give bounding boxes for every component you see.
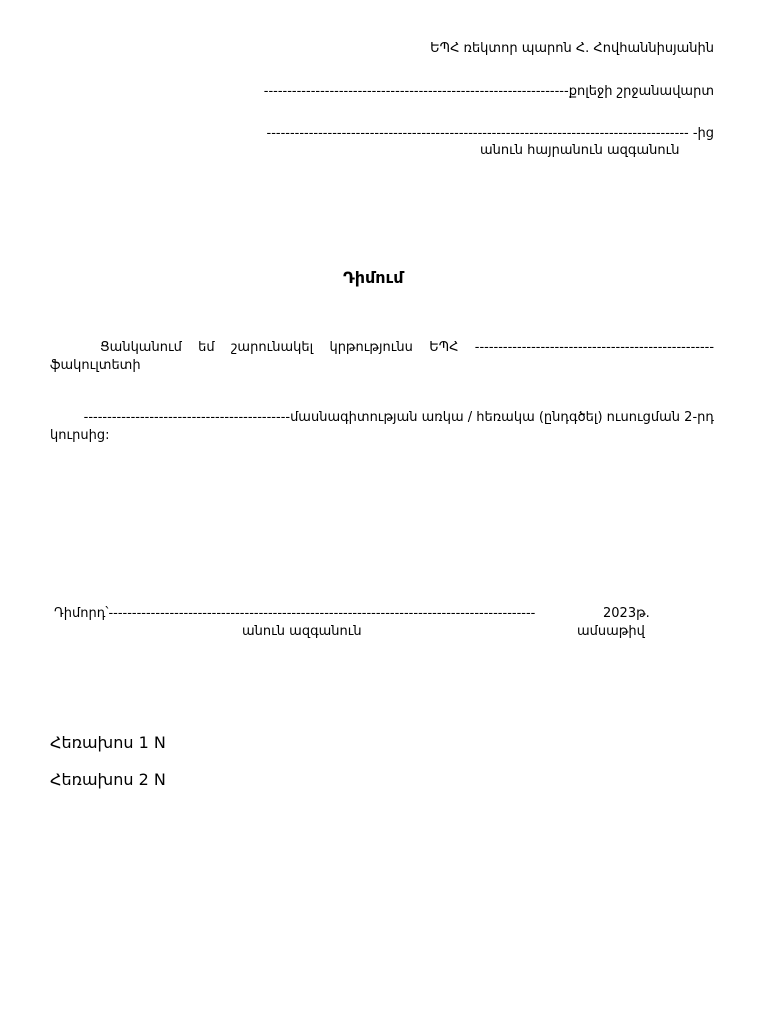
signature-date-caption: ամսաթիվ — [577, 624, 645, 639]
faculty-blank: --------------------------------------------------- — [474, 340, 715, 355]
paragraph-word: Ցանկանում — [100, 340, 182, 355]
paragraph-word: կրթությունս — [329, 340, 413, 355]
specialty-line: --------------------------------------------մասնագիտության առկա / հեռակա (ընդգծել) ուսուցման 2-րդ — [83, 410, 714, 425]
phone-2-label: Հեռախոս 2 N — [50, 770, 166, 789]
document-title: Դիմում — [343, 268, 404, 287]
paragraph-word: եմ — [198, 340, 215, 355]
faculty-word: ֆակուլտետի — [50, 358, 141, 373]
paragraph-word: ԵՊՀ — [429, 340, 459, 355]
addressee-line: ԵՊՀ ռեկտոր պարոն Հ. Հովհաննիսյանին — [430, 41, 714, 56]
signature-name-caption: անուն ազգանուն — [242, 624, 362, 639]
applicant-name-line: ------------------------------------------------------------------------------------------ -ից — [266, 126, 714, 141]
phone-1-label: Հեռախոս 1 N — [50, 733, 166, 752]
signature-year: 2023թ. — [603, 606, 650, 621]
paragraph-line-1 — [50, 340, 714, 355]
applicant-name-caption: անուն հայրանուն ազգանուն — [480, 143, 680, 158]
applicant-signature-line: Դիմորդ՝------------------------------------------------------------------------------------------- — [54, 606, 536, 621]
course-word: կուրսից: — [50, 428, 110, 443]
student-college-line: -----------------------------------------------------------------քոլեջի շրջանավարտ — [263, 84, 714, 99]
paragraph-word: շարունակել — [230, 340, 314, 355]
